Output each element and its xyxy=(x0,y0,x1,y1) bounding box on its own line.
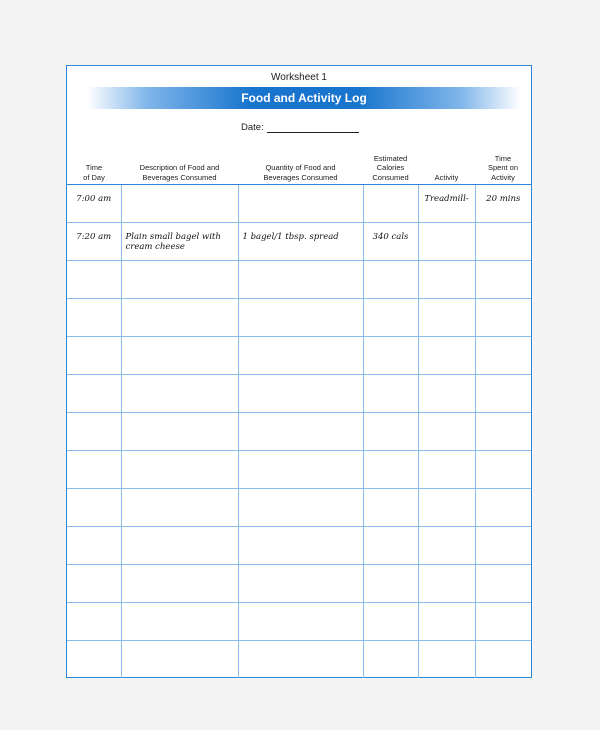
time-cell[interactable] xyxy=(67,223,121,261)
duration-cell-text xyxy=(480,413,528,422)
calories-cell[interactable] xyxy=(363,641,418,679)
description-cell[interactable] xyxy=(121,527,238,565)
table-row xyxy=(67,565,531,603)
description-cell[interactable] xyxy=(121,603,238,641)
duration-cell[interactable] xyxy=(475,261,531,299)
duration-cell-text xyxy=(480,527,528,536)
calories-cell-text xyxy=(368,375,414,384)
calories-cell-text xyxy=(368,603,414,612)
calories-cell-text: 340 cals xyxy=(372,232,409,242)
time-cell[interactable] xyxy=(67,565,121,603)
quantity-cell[interactable] xyxy=(238,641,363,679)
time-cell[interactable] xyxy=(67,527,121,565)
activity-cell-text: Treadmill- xyxy=(424,194,469,204)
calories-cell-text xyxy=(368,451,414,460)
duration-cell-text xyxy=(480,641,528,650)
activity-cell[interactable] xyxy=(418,337,475,375)
time-cell[interactable] xyxy=(67,337,121,375)
table-row xyxy=(67,641,531,679)
duration-cell[interactable] xyxy=(475,375,531,413)
description-cell-text xyxy=(126,641,234,650)
table-header-row xyxy=(67,146,531,185)
time-cell-text xyxy=(71,641,117,650)
calories-cell-text xyxy=(368,337,414,346)
calories-cell-text xyxy=(368,261,414,270)
table-row xyxy=(67,337,531,375)
time-cell[interactable] xyxy=(67,299,121,337)
activity-cell-text xyxy=(423,223,471,232)
time-cell[interactable] xyxy=(67,603,121,641)
calories-cell[interactable] xyxy=(363,375,418,413)
time-cell-text: 7:20 am xyxy=(76,232,112,242)
duration-cell-text xyxy=(480,299,528,308)
duration-cell[interactable] xyxy=(475,527,531,565)
activity-cell[interactable] xyxy=(418,527,475,565)
activity-cell[interactable] xyxy=(418,489,475,527)
time-cell[interactable] xyxy=(67,375,121,413)
time-cell[interactable] xyxy=(67,489,121,527)
table-row xyxy=(67,489,531,527)
column-header-time: Time of Day xyxy=(67,146,121,185)
quantity-cell-text xyxy=(243,603,359,612)
duration-cell[interactable] xyxy=(475,489,531,527)
quantity-cell-text xyxy=(243,261,359,270)
time-cell[interactable] xyxy=(67,413,121,451)
column-header-time-spent: Time Spent on Activity xyxy=(475,146,531,185)
description-cell[interactable] xyxy=(121,299,238,337)
activity-cell[interactable] xyxy=(418,185,475,223)
description-cell[interactable] xyxy=(121,337,238,375)
activity-cell-text xyxy=(423,451,471,460)
description-cell[interactable] xyxy=(121,223,238,261)
quantity-cell-text xyxy=(243,527,359,536)
quantity-cell-text xyxy=(243,337,359,346)
description-cell-text xyxy=(126,375,234,384)
time-cell-text xyxy=(71,489,117,498)
description-cell-text xyxy=(126,603,234,612)
activity-cell[interactable] xyxy=(418,375,475,413)
calories-cell-text xyxy=(368,413,414,422)
quantity-cell[interactable] xyxy=(238,223,363,261)
description-cell[interactable] xyxy=(121,375,238,413)
description-cell[interactable] xyxy=(121,451,238,489)
column-header-quantity: Quantity of Food and Beverages Consumed xyxy=(238,146,363,185)
activity-cell[interactable] xyxy=(418,641,475,679)
quantity-cell-text xyxy=(243,489,359,498)
time-cell-text xyxy=(71,451,117,460)
activity-cell-text xyxy=(423,527,471,536)
description-cell-text xyxy=(126,565,234,574)
description-cell-text xyxy=(126,413,234,422)
quantity-cell-text xyxy=(243,299,359,308)
quantity-cell-text xyxy=(243,641,359,650)
date-label: Date: xyxy=(241,122,264,133)
table-row xyxy=(67,413,531,451)
calories-cell[interactable] xyxy=(363,451,418,489)
duration-cell[interactable] xyxy=(475,299,531,337)
quantity-cell[interactable] xyxy=(238,565,363,603)
activity-cell-text xyxy=(423,413,471,422)
duration-cell-text: 20 mins xyxy=(486,194,521,204)
duration-cell[interactable] xyxy=(475,223,531,261)
description-cell-text xyxy=(126,527,234,536)
time-cell[interactable] xyxy=(67,641,121,679)
quantity-cell[interactable] xyxy=(238,299,363,337)
table-row xyxy=(67,603,531,641)
activity-cell[interactable] xyxy=(418,223,475,261)
quantity-cell-text: 1 bagel/1 tbsp. spread xyxy=(242,232,339,242)
table-row xyxy=(67,261,531,299)
calories-cell[interactable] xyxy=(363,299,418,337)
quantity-cell[interactable] xyxy=(238,489,363,527)
calories-cell[interactable] xyxy=(363,603,418,641)
description-cell[interactable] xyxy=(121,185,238,223)
table-row xyxy=(67,375,531,413)
quantity-cell-text xyxy=(243,185,359,194)
activity-cell-text xyxy=(423,565,471,574)
duration-cell[interactable] xyxy=(475,185,531,223)
description-cell-text xyxy=(126,337,234,346)
quantity-cell[interactable] xyxy=(238,413,363,451)
worksheet xyxy=(66,65,532,678)
duration-cell-text xyxy=(480,489,528,498)
time-cell-text xyxy=(71,261,117,270)
activity-cell[interactable] xyxy=(418,299,475,337)
quantity-cell[interactable] xyxy=(238,337,363,375)
duration-cell-text xyxy=(480,337,528,346)
calories-cell-text xyxy=(368,489,414,498)
activity-cell-text xyxy=(423,261,471,270)
time-cell[interactable] xyxy=(67,261,121,299)
duration-cell-text xyxy=(480,451,528,460)
duration-cell[interactable] xyxy=(475,451,531,489)
activity-cell[interactable] xyxy=(418,413,475,451)
activity-cell[interactable] xyxy=(418,565,475,603)
table-row xyxy=(67,299,531,337)
duration-cell-text xyxy=(480,375,528,384)
activity-cell-text xyxy=(423,375,471,384)
time-cell-text xyxy=(71,565,117,574)
column-header-description: Description of Food and Beverages Consumed xyxy=(121,146,238,185)
column-header-activity: Activity xyxy=(418,146,475,185)
duration-cell-text xyxy=(480,261,528,270)
quantity-cell[interactable] xyxy=(238,603,363,641)
column-header-calories: Estimated Calories Consumed xyxy=(363,146,418,185)
duration-cell[interactable] xyxy=(475,565,531,603)
description-cell[interactable] xyxy=(121,565,238,603)
calories-cell[interactable] xyxy=(363,489,418,527)
duration-cell[interactable] xyxy=(475,337,531,375)
description-cell-text xyxy=(126,299,234,308)
description-cell-text xyxy=(126,185,234,194)
time-cell[interactable] xyxy=(67,451,121,489)
quantity-cell[interactable] xyxy=(238,375,363,413)
activity-cell[interactable] xyxy=(418,603,475,641)
quantity-cell-text xyxy=(243,565,359,574)
quantity-cell[interactable] xyxy=(238,261,363,299)
page-title: Food and Activity Log xyxy=(241,91,367,105)
quantity-cell-text xyxy=(243,375,359,384)
activity-cell[interactable] xyxy=(418,261,475,299)
duration-cell-text xyxy=(480,603,528,612)
quantity-cell[interactable] xyxy=(238,185,363,223)
description-cell[interactable] xyxy=(121,489,238,527)
duration-cell[interactable] xyxy=(475,413,531,451)
activity-cell-text xyxy=(423,489,471,498)
time-cell-text xyxy=(71,603,117,612)
date-field[interactable] xyxy=(267,122,359,133)
calories-cell-text xyxy=(368,565,414,574)
calories-cell[interactable] xyxy=(363,337,418,375)
activity-cell[interactable] xyxy=(418,451,475,489)
calories-cell-text xyxy=(368,299,414,308)
quantity-cell[interactable] xyxy=(238,527,363,565)
calories-cell[interactable] xyxy=(363,413,418,451)
table-row xyxy=(67,223,531,261)
activity-cell-text xyxy=(423,641,471,650)
description-cell[interactable] xyxy=(121,261,238,299)
time-cell-text xyxy=(71,337,117,346)
calories-cell[interactable] xyxy=(363,565,418,603)
activity-cell-text xyxy=(423,603,471,612)
time-cell-text xyxy=(71,375,117,384)
quantity-cell-text xyxy=(243,413,359,422)
duration-cell[interactable] xyxy=(475,641,531,679)
activity-cell-text xyxy=(423,299,471,308)
description-cell-text xyxy=(126,489,234,498)
description-cell-text: Plain small bagel with cream cheese xyxy=(125,232,221,252)
table-body xyxy=(67,185,531,679)
calories-cell[interactable] xyxy=(363,261,418,299)
date-row xyxy=(241,122,359,133)
calories-cell[interactable] xyxy=(363,223,418,261)
time-cell-text xyxy=(71,413,117,422)
calories-cell[interactable] xyxy=(363,185,418,223)
description-cell-text xyxy=(126,451,234,460)
calories-cell[interactable] xyxy=(363,527,418,565)
time-cell-text: 7:00 am xyxy=(76,194,112,204)
worksheet-label: Worksheet 1 xyxy=(271,72,327,83)
activity-cell-text xyxy=(423,337,471,346)
time-cell-text xyxy=(71,299,117,308)
quantity-cell-text xyxy=(243,451,359,460)
description-cell[interactable] xyxy=(121,641,238,679)
time-cell[interactable] xyxy=(67,185,121,223)
time-cell-text xyxy=(71,527,117,536)
table-row xyxy=(67,527,531,565)
calories-cell-text xyxy=(368,527,414,536)
food-activity-table xyxy=(67,146,531,678)
quantity-cell[interactable] xyxy=(238,451,363,489)
description-cell[interactable] xyxy=(121,413,238,451)
duration-cell-text xyxy=(480,223,528,232)
calories-cell-text xyxy=(368,641,414,650)
calories-cell-text xyxy=(368,185,414,194)
duration-cell[interactable] xyxy=(475,603,531,641)
duration-cell-text xyxy=(480,565,528,574)
description-cell-text xyxy=(126,261,234,270)
table-row xyxy=(67,185,531,223)
table-row xyxy=(67,451,531,489)
title-banner xyxy=(87,87,521,109)
